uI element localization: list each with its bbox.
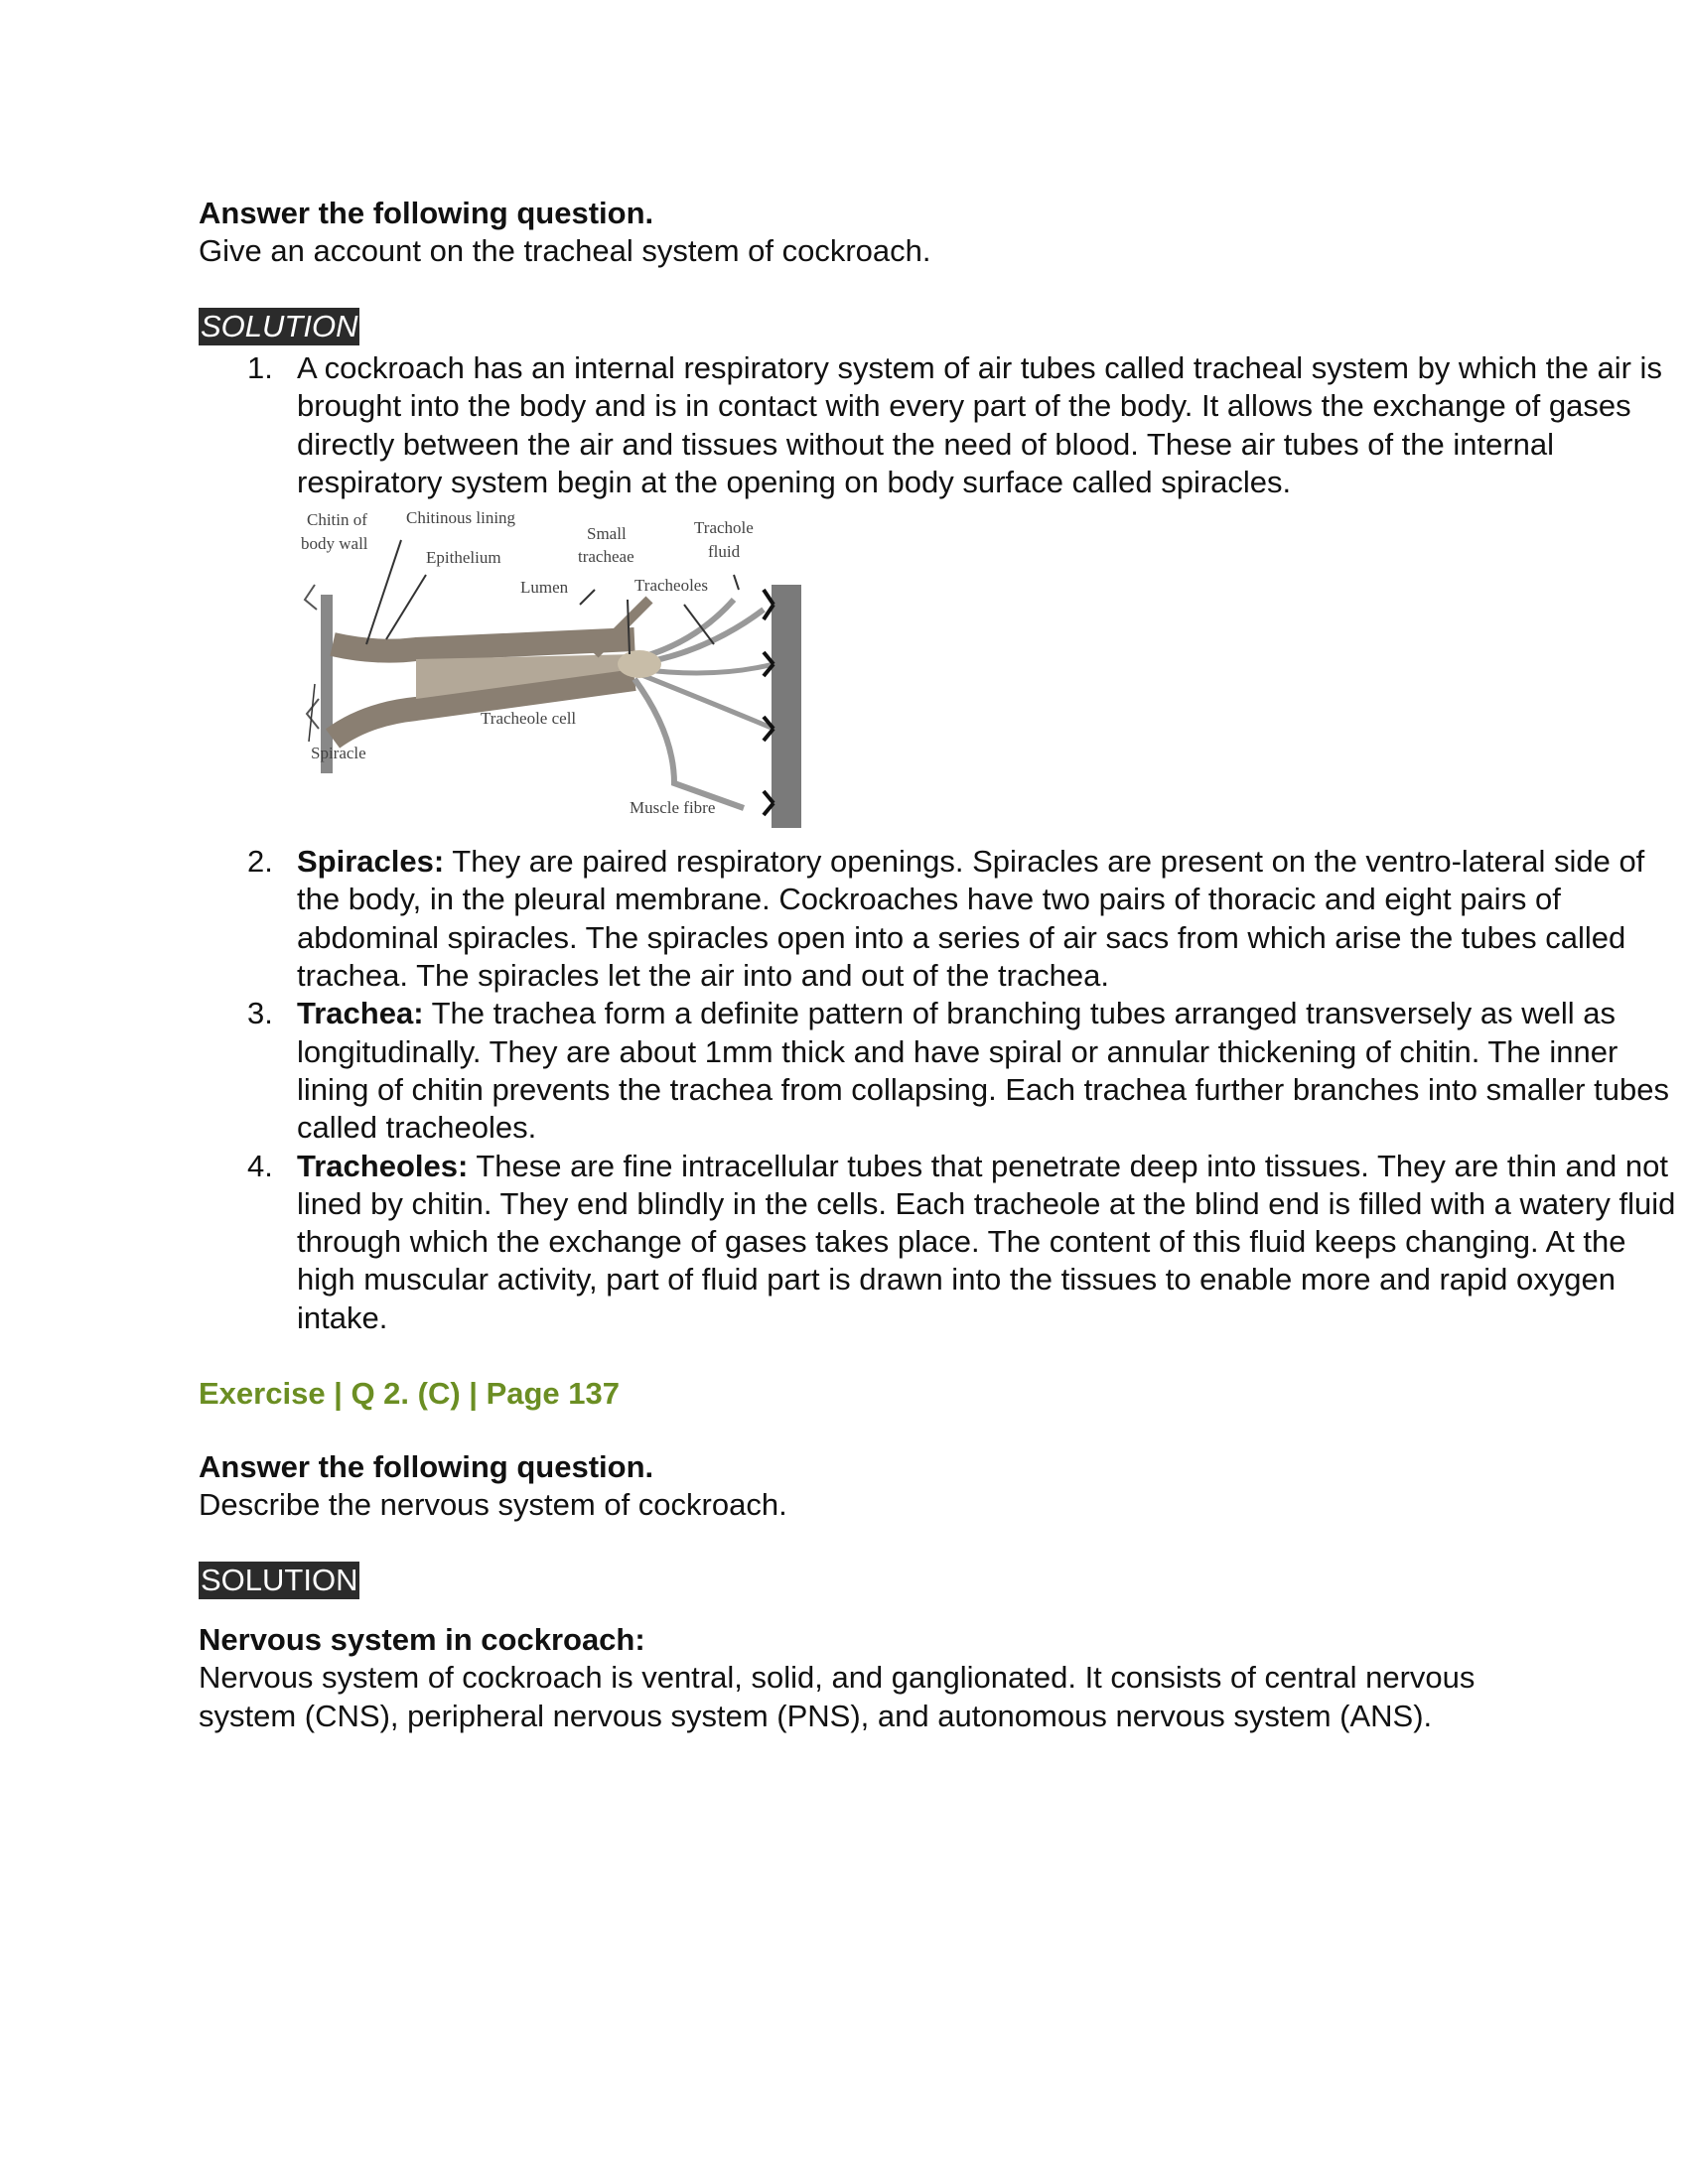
label-chitin-body-wall-1: Chitin of: [307, 510, 367, 530]
label-tracheole-fluid-2: fluid: [708, 542, 741, 562]
label-epithelium: Epithelium: [426, 548, 501, 568]
label-lumen: Lumen: [520, 578, 569, 598]
exercise-link[interactable]: Exercise | Q 2. (C) | Page 137: [199, 1376, 621, 1412]
label-muscle-fibre: Muscle fibre: [630, 798, 716, 818]
item-number: 1.: [247, 350, 273, 385]
label-small-tracheae-1: Small: [587, 524, 627, 544]
list-item: [199, 1148, 1687, 1337]
label-small-tracheae-2: tracheae: [578, 547, 634, 567]
item-text: They are paired respiratory openings. Spiracles are present on the ventro-lateral side of the body, in the pleural membrane. Cockroaches have two pairs of thoracic and eight pairs of abdominal spiracles. The spiracles open into a series of air sacs from which arise the tubes called trachea. The spiracles let the air into and out of the trachea.: [297, 844, 1645, 994]
q1-question: Give an account on the tracheal system of cockroach.: [199, 233, 931, 268]
q2-subheading: Nervous system in cockroach:: [199, 1622, 645, 1658]
q2-heading: Answer the following question.: [199, 1449, 654, 1485]
tracheal-system-diagram: [297, 505, 853, 833]
label-tracheole-fluid-1: Trachole: [694, 518, 754, 538]
item-number: 2.: [247, 844, 273, 880]
q1-heading: Answer the following question.: [199, 196, 654, 230]
label-spiracle: Spiracle: [311, 744, 366, 763]
q1-answer-list: [199, 349, 1662, 501]
label-chitin-body-wall-2: body wall: [301, 534, 368, 554]
document-page: [199, 195, 1676, 1735]
q2-paragraph: Nervous system of cockroach is ventral, solid, and ganglionated. It consists of central nervous system (CNS), peripheral nervous system (PNS), and autonomous nervous system (ANS).: [199, 1660, 1476, 1733]
label-tracheole-cell: Tracheole cell: [481, 709, 577, 729]
item-number: 4.: [247, 1148, 273, 1183]
item-text: A cockroach has an internal respiratory system of air tubes called tracheal system by which the air is brought into the body and is in contact with every part of the body. It allows the exchange of gases directly between the air and tissues without the need of blood. These air tubes of the internal respiratory system begin at the opening on body surface called spiracles.: [297, 350, 1662, 499]
q2-question: Describe the nervous system of cockroach.: [199, 1487, 787, 1523]
item-text: These are fine intracellular tubes that penetrate deep into tissues. They are thin and not lined by chitin. They end blindly in the cells. Each tracheole at the blind end is filled with a watery fluid through which the exchange of gases takes place. The content of this fluid keeps changing. At the high muscular activity, part of fluid part is drawn into the tissues to enable more and rapid oxygen intake.: [297, 1148, 1676, 1335]
list-item: [199, 843, 1687, 995]
q1-answer-list-continued: [199, 843, 1676, 1337]
label-chitinous-lining: Chitinous lining: [406, 508, 516, 528]
q1-solution-badge: SOLUTION: [201, 309, 358, 343]
label-tracheoles: Tracheoles: [634, 576, 708, 596]
item-term: Trachea:: [297, 996, 424, 1031]
q2-solution-badge: SOLUTION: [201, 1563, 358, 1598]
item-term: Spiracles:: [297, 844, 445, 880]
item-number: 3.: [247, 996, 273, 1031]
item-term: Tracheoles:: [297, 1148, 469, 1183]
list-item: [199, 349, 1687, 501]
list-item: [199, 995, 1687, 1147]
item-text: The trachea form a definite pattern of branching tubes arranged transversely as well as longitudinally. They are about 1mm thick and have spiral or annular thickening of chitin. The inner lining of chitin prevents the trachea from collapsing. Each trachea further branches into smaller tubes called tracheoles.: [297, 996, 1669, 1146]
